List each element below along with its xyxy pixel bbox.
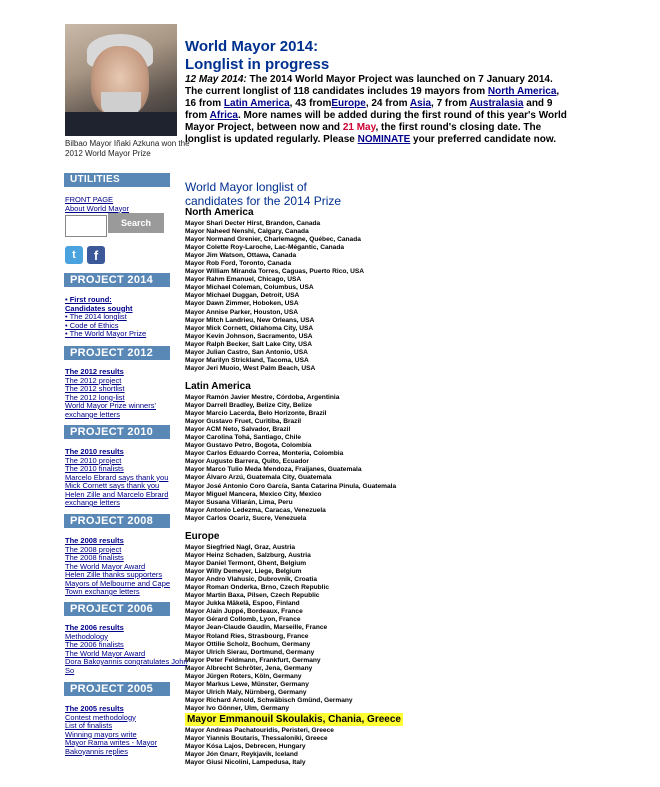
nominate-link[interactable]: NOMINATE [357,134,411,145]
mayor-entry: Mayor José Antonio Coro García, Santa Catarina Pinula, Guatemala [185,482,397,490]
mayor-entry: Mayor Ralph Becker, Salt Lake City, USA [185,340,313,348]
mayor-entry: Mayor Gustavo Petro, Bogota, Colombia [185,442,312,450]
mayor-entry: Mayor Darrell Bradley, Belize City, Belize [185,402,312,410]
link-asia[interactable]: Asia [409,98,432,109]
nav-link[interactable]: exchange letters [65,409,121,419]
nav-link[interactable]: Helen Zille thanks supporters [65,570,163,579]
mayor-entry: Mayor Andro Vlahusic, Dubrovnik, Croatia [185,576,318,584]
mayor-entry: Mayor Marcio Lacerda, Belo Horizonte, Brazil [185,410,327,418]
nav-link[interactable]: Town exchange letters [65,587,140,596]
search-input[interactable] [65,215,107,237]
mayor-entry: Mayor Willy Demeyer, Liege, Belgium [185,568,302,576]
mayor-entry: Mayor Ulrich Sierau, Dortmund, Germany [185,648,315,656]
results-2006-link[interactable]: The 2006 results [65,623,124,632]
front-page-link[interactable]: FRONT PAGE [65,195,114,204]
mayor-entry: Mayor Carlos Eduardo Correa, Monteria, Colombia [185,450,344,458]
mayor-entry: Mayor Peter Feldmann, Frankfurt, Germany [185,656,321,664]
photo-caption: Bilbao Mayor Iñaki Azkuna won the 2012 World Mayor Prize [65,139,190,158]
results-2005-link[interactable]: The 2005 results [65,704,124,713]
mayor-entry: Mayor Jeri Muoio, West Palm Beach, USA [185,364,316,372]
project-2014-links [65,296,165,339]
closing-date: 21 May [342,122,376,133]
intro-text: , 16 from [185,86,560,109]
mayor-entry: Mayor Roland Ries, Strasbourg, France [185,632,309,640]
nav-link[interactable]: Mayor Rama writes - Mayor [65,738,158,747]
twitter-icon[interactable]: t [65,246,83,264]
mayor-entry: Mayor Martin Baxa, Pilsen, Czech Republic [185,592,320,600]
mayor-entry: Mayor Andreas Pachatouridis, Peristeri, Greece [185,727,334,734]
nav-link[interactable]: Contest methodology [65,712,136,722]
intro-text: The 2014 World Mayor Project was launched on 7 January 2014. The current longlist of 118 candidates includes 19 mayors from [185,74,553,97]
highlighted-mayor: Mayor Emmanouil Skoulakis, Chania, Greece [187,714,401,725]
title-line-2: Longlist in progress [185,56,330,73]
mayor-entry: Mayor Augusto Barrera, Quito, Ecuador [185,458,309,466]
project-2006-links [65,623,188,675]
nav-link[interactable]: The 2010 project [65,455,122,465]
mayor-entry: Mayor Marilyn Strickland, Tacoma, USA [185,356,309,364]
mayor-entry: Mayor Alain Juppé, Bordeaux, France [185,608,303,616]
mayor-entry: Mayor Jürgen Roters, Köln, Germany [185,672,302,680]
link-latin-america[interactable]: Latin America [223,98,290,109]
nav-link[interactable]: The 2008 project [65,544,122,554]
nav-link[interactable]: The 2012 project [65,375,122,385]
mayor-entry: Mayor Mick Cornett, Oklahoma City, USA [185,324,314,332]
title-line-1: World Mayor 2014: [185,38,319,55]
nav-link[interactable]: The 2012 shortlist [65,384,125,393]
intro-text: your preferred candidate now. [410,134,557,145]
project-2005-links [65,705,165,756]
project-2005-header: PROJECT 2005 [64,682,170,696]
mayor-entry: Mayor Kósa Lajos, Debrecen, Hungary [185,743,306,751]
mayor-entry: Mayor Annise Parker, Houston, USA [185,308,298,316]
europe-list-continued [185,727,485,767]
mayor-entry: Mayor Julian Castro, San Antonio, USA [185,348,308,356]
link-africa[interactable]: Africa [209,110,238,121]
mayor-entry: Mayor Carolina Tohá, Santiago, Chile [185,434,302,442]
mayor-entry: Mayor Jean-Claude Gaudin, Marseille, France [185,624,328,632]
nav-link[interactable]: The 2010 finalists [65,464,124,473]
mayor-photo [65,24,177,136]
mayor-entry: Mayor Kevin Johnson, Sacramento, USA [185,332,313,340]
nav-link[interactable]: Marcelo Ebrard says thank you [65,472,169,482]
nav-link[interactable]: The 2008 finalists [65,553,124,562]
intro-text: and 9 from [185,98,553,121]
nav-link[interactable]: The 2006 finalists [65,640,124,649]
page-title [185,38,545,74]
nav-link[interactable]: Helen Zille and Marcelo Ebrard [65,489,169,499]
mayor-entry: Mayor Michael Duggan, Detroit, USA [185,292,300,300]
utilities-header: UTILITIES [64,173,170,187]
mayor-entry: Mayor Gérard Collomb, Lyon, France [185,616,301,624]
longlist-2014-link[interactable]: • The 2014 longlist [65,312,127,321]
nav-link[interactable]: Mick Cornett says thank you [65,481,160,490]
nav-link[interactable]: The World Mayor Award [65,561,146,571]
mayor-entry: Mayor Jón Gnarr, Reykjavik, Iceland [185,751,298,759]
results-2008-link[interactable]: The 2008 results [65,536,124,545]
mayor-entry: Mayor Roman Onderka, Brno, Czech Republic [185,584,329,592]
about-link[interactable]: About World Mayor [65,203,130,213]
intro-text: , 7 from [431,98,470,109]
nav-link[interactable]: exchange letters [65,498,121,507]
photo-suit [65,112,177,136]
intro-date: 12 May 2014: [185,74,247,85]
search-button[interactable]: Search [108,213,164,233]
europe-list [185,544,485,713]
nav-link[interactable]: World Mayor Prize winners' [65,401,156,410]
prize-link[interactable]: • The World Mayor Prize [65,329,147,338]
north-america-list [185,220,485,373]
mayor-entry: Mayor Jukka Mäkelä, Espoo, Finland [185,600,300,608]
mayor-entry: Mayor Naheed Nenshi, Calgary, Canada [185,228,309,236]
mayor-entry: Mayor ACM Neto, Salvador, Brazil [185,426,291,434]
mayor-entry: Mayor Marco Tulio Meda Mendoza, Fraijanes, Guatemala [185,466,362,474]
mayor-entry: Mayor Álvaro Arzú, Guatemala City, Guatemala [185,474,332,482]
nav-link[interactable]: Dora Bakoyannis congratulates John [65,657,188,666]
project-2008-links [65,536,171,597]
mayor-entry: Mayor Shari Decter Hirst, Brandon, Canada [185,220,321,227]
mayor-entry: Mayor William Miranda Torres, Caguas, Puerto Rico, USA [185,268,364,276]
project-2008-header: PROJECT 2008 [64,514,170,528]
project-2006-header: PROJECT 2006 [64,602,170,616]
nav-link[interactable]: So [65,665,75,675]
mayor-entry: Mayor Michael Coleman, Columbus, USA [185,284,314,292]
mayor-entry: Mayor Siegfried Nagl, Graz, Austria [185,544,296,551]
candidates-sought-link[interactable]: Candidates sought [65,303,133,313]
mayor-entry: Mayor Markus Lewe, Münster, Germany [185,680,309,688]
mayor-entry: Mayor Ivo Gönner, Ulm, Germany [185,704,290,712]
link-north-america[interactable]: North America [487,86,557,97]
mayor-entry: Mayor Antonio Ledezma, Caracas, Venezuela [185,506,326,514]
facebook-icon[interactable]: f [87,246,105,264]
mayor-entry: Mayor Heinz Schaden, Salzburg, Austria [185,552,311,560]
code-of-ethics-link[interactable]: • Code of Ethics [65,320,119,330]
longlist-heading [185,180,445,208]
project-2012-links [65,368,165,419]
nav-link[interactable]: The 2012 long-list [65,392,125,402]
region-latin-america: Latin America [185,381,251,392]
project-2010-links [65,447,169,508]
mayor-entry: Mayor Albrecht Schröter, Jena, Germany [185,664,313,672]
longlist-heading-line: World Mayor longlist of [185,180,307,194]
region-europe: Europe [185,531,220,542]
link-europe[interactable]: Europe [331,98,366,109]
mayor-entry: Mayor Ottilie Scholz, Bochum, Germany [185,640,311,648]
mayor-entry: Mayor Colette Roy-Laroche, Lac-Mégantic, Canada [185,244,345,252]
project-2012-header: PROJECT 2012 [64,346,170,360]
mayor-entry: Mayor Dawn Zimmer, Hoboken, USA [185,300,299,308]
region-north-america: North America [185,207,254,218]
nav-link[interactable]: Bakoyannis replies [65,746,128,756]
mayor-entry: Mayor Richard Arnold, Schwäbisch Gmünd, Germany [185,696,353,704]
mayor-entry: Mayor Ramón Javier Mestre, Córdoba, Argentinia [185,394,340,401]
mayor-entry: Mayor Carlos Ocariz, Sucre, Venezuela [185,514,307,522]
results-2012-link[interactable]: The 2012 results [65,367,124,376]
mayor-entry: Mayor Mitch Landrieu, New Orleans, USA [185,316,315,324]
intro-text: , 43 from [289,98,332,109]
intro-text: , the first round's closing date. The longlist is updated regularly. Please [185,122,542,145]
intro-text: , 24 from [365,98,410,109]
nav-link[interactable]: Mayors of Melbourne and Cape [65,578,171,588]
mayor-entry: Mayor Rahm Emanuel, Chicago, USA [185,276,302,284]
utilities-links [65,196,165,213]
mayor-entry: Mayor Jim Watson, Ottawa, Canada [185,252,297,260]
mayor-entry: Mayor Yiannis Boutaris, Thessaloniki, Greece [185,735,328,743]
latin-america-list [185,394,485,523]
first-round-link[interactable]: • First round: [65,295,112,304]
mayor-entry: Mayor Normand Grenier, Charlemagne, Québec, Canada [185,236,361,244]
intro-text: . More names will be added during the first round of this year's World Mayor Project, between now and [185,110,567,133]
mayor-entry: Mayor Ulrich Maly, Nürnberg, Germany [185,688,307,696]
longlist-heading-line: candidates for the 2014 Prize [185,194,342,208]
intro-paragraph [185,74,570,146]
nav-link[interactable]: The World Mayor Award [65,648,146,658]
mayor-entry: Mayor Giusi Nicolini, Lampedusa, Italy [185,759,306,767]
nav-link[interactable]: Winning mayors write [65,729,137,739]
mayor-entry: Mayor Susana Villarán, Lima, Peru [185,498,293,506]
results-2010-link[interactable]: The 2010 results [65,447,124,456]
mayor-entry: Mayor Miguel Mancera, Mexico City, Mexico [185,490,322,498]
mayor-entry: Mayor Rob Ford, Toronto, Canada [185,260,292,268]
nav-link[interactable]: List of finalists [65,721,113,730]
link-australasia[interactable]: Australasia [469,98,524,109]
mayor-entry: Mayor Daniel Termont, Ghent, Belgium [185,560,307,568]
project-2010-header: PROJECT 2010 [64,425,170,439]
project-2014-header: PROJECT 2014 [64,273,170,287]
nav-link[interactable]: Methodology [65,631,108,641]
mayor-entry: Mayor Gustavo Fruet, Curitiba, Brazil [185,418,302,426]
